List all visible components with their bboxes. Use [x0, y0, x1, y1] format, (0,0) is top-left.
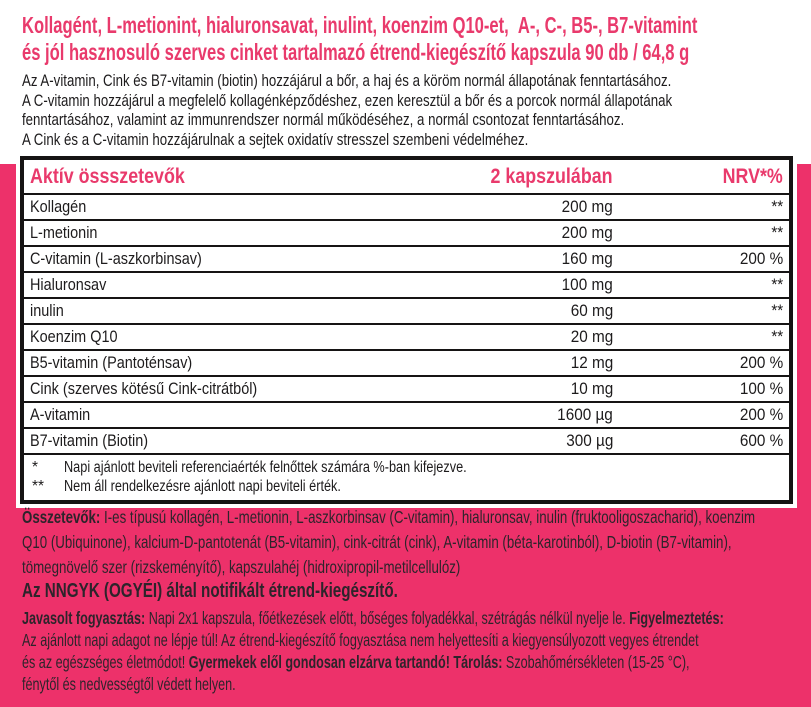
usage-paragraph [22, 607, 811, 695]
product-title-line1: Kollagént, L-metionint, hialuronsavat, inulint, koenzim Q10-et, A-, C-, B5-, B7-vitamint [22, 12, 698, 38]
footnote-row [30, 477, 783, 496]
table-row [24, 401, 789, 427]
ingredient-nrv: 600 % [739, 431, 783, 450]
footnote-marker: ** [32, 478, 45, 495]
table-header-row [24, 160, 789, 193]
ingredient-nrv: ** [771, 197, 783, 216]
text-line: A C-vitamin hozzájárul a megfelelő kollagénképződéshez, ezen keresztül a bőr és a porcok normál állapotának [22, 90, 673, 110]
table-body [24, 193, 789, 453]
ingredient-name: B5-vitamin (Pantoténsav) [30, 353, 193, 372]
ingredient-amount: 60 mg [570, 301, 613, 320]
footnote-row [30, 458, 783, 477]
header-per-serving-column: 2 kapszulában [490, 164, 613, 188]
ingredient-amount: 12 mg [570, 353, 613, 372]
ingredient-nrv: 200 % [739, 249, 783, 268]
footnote-text: Napi ajánlott beviteli referenciaérték felnőttek számára %-ban kifejezve. [64, 459, 467, 476]
health-claims-paragraph [22, 71, 811, 149]
ingredient-name: Cink (szerves kötésű Cink-citrátból) [30, 379, 258, 398]
table-row [24, 219, 789, 245]
ingredient-nrv: 200 % [739, 353, 783, 372]
footnote-text: Nem áll rendelkezésre ajánlott napi beviteli érték. [64, 478, 341, 495]
table-row [24, 193, 789, 219]
ingredient-amount: 100 mg [561, 275, 613, 294]
active-ingredients-table [20, 156, 793, 504]
footnote-marker: * [32, 459, 39, 476]
table-row [24, 323, 789, 349]
table-row [24, 375, 789, 401]
header-nrv-column: NRV*% [722, 164, 783, 188]
ingredient-name: B7-vitamin (Biotin) [30, 431, 149, 450]
table-row [24, 245, 789, 271]
ingredient-nrv: ** [771, 301, 783, 320]
ingredient-name: inulin [30, 301, 64, 320]
product-title [22, 12, 811, 66]
text-line: Az A-vitamin, Cink és B7-vitamin (biotin) hozzájárul a bőr, a haj és a köröm normál állapotának fenntartásához. [22, 71, 672, 90]
table-row [24, 297, 789, 323]
ingredient-nrv: ** [771, 327, 783, 346]
ingredient-nrv: ** [771, 223, 783, 242]
ingredients-paragraph [22, 505, 811, 580]
header-ingredient-column: Aktív össszetevők [30, 164, 185, 188]
active-ingredients-panel [16, 152, 797, 508]
ingredient-amount: 200 mg [561, 197, 613, 216]
ingredient-nrv: 100 % [739, 379, 783, 398]
text-line: Javasolt fogyasztás: Napi 2x1 kapszula, főétkezések előtt, bőséges folyadékkal, szétrágás nélkül nyelje le. Figyelmeztetés: [22, 608, 724, 628]
table-footnotes [24, 453, 789, 500]
text-line: fenntartásához, valamint az immunrendszer normál működéséhez, a normál csontozat fenntartásához. [22, 110, 625, 129]
ingredient-name: L-metionin [30, 223, 98, 242]
ingredient-name: Hialuronsav [30, 275, 107, 294]
text-line: Összetevők: I-es típusú kollagén, L-metionin, L-aszkorbinsav (C-vitamin), hialuronsav, inulin (fruktooligoszacharid), koenzim [22, 507, 756, 527]
ingredient-amount: 200 mg [561, 223, 613, 242]
ingredient-name: Kollagén [30, 197, 87, 216]
product-title-line2: és jól hasznosuló szerves cinket tartalmazó étrend-kiegészítő kapszula 90 db / 64,8 g [22, 39, 690, 65]
ingredient-amount: 1600 µg [557, 405, 613, 424]
text-line: fénytől és nedvességtől védett helyen. [22, 674, 236, 694]
text-line: tömegnövelő szer (rizskeményítő), kapszulahéj (hidroxipropil-metilcellulóz) [22, 557, 461, 577]
ingredient-name: A-vitamin [30, 405, 91, 424]
table-row [24, 271, 789, 297]
notification-line: Az NNGYK (OGYÉI) által notifikált étrend-kiegészítő. [22, 580, 398, 602]
ingredient-name: Koenzim Q10 [30, 327, 118, 346]
ingredient-amount: 20 mg [570, 327, 613, 346]
ingredient-nrv: ** [771, 275, 783, 294]
text-line: és az egészséges életmódot! Gyermekek elől gondosan elzárva tartandó! Tárolás: Szobahőmérsékleten (15-25 °C), [22, 652, 690, 672]
ingredient-amount: 160 mg [561, 249, 613, 268]
ingredient-name: C-vitamin (L-aszkorbinsav) [30, 249, 202, 268]
table-row [24, 427, 789, 453]
ingredient-amount: 10 mg [570, 379, 613, 398]
table-row [24, 349, 789, 375]
ingredient-amount: 300 µg [565, 431, 613, 450]
ingredient-nrv: 200 % [739, 405, 783, 424]
text-line: A Cink és a C-vitamin hozzájárulnak a sejtek oxidatív stresszel szembeni védelméhez. [22, 129, 529, 149]
text-line: Az ajánlott napi adagot ne lépje túl! Az étrend-kiegészítő fogyasztása nem helyettesíti a kiegyensúlyozott vegyes étrendet [22, 630, 699, 650]
text-line: Q10 (Ubiquinone), kalcium-D-pantotenát (B5-vitamin), cink-citrát (cink), A-vitamin (béta-karotinból), D-biotin (B7-vitamin), [22, 532, 732, 552]
